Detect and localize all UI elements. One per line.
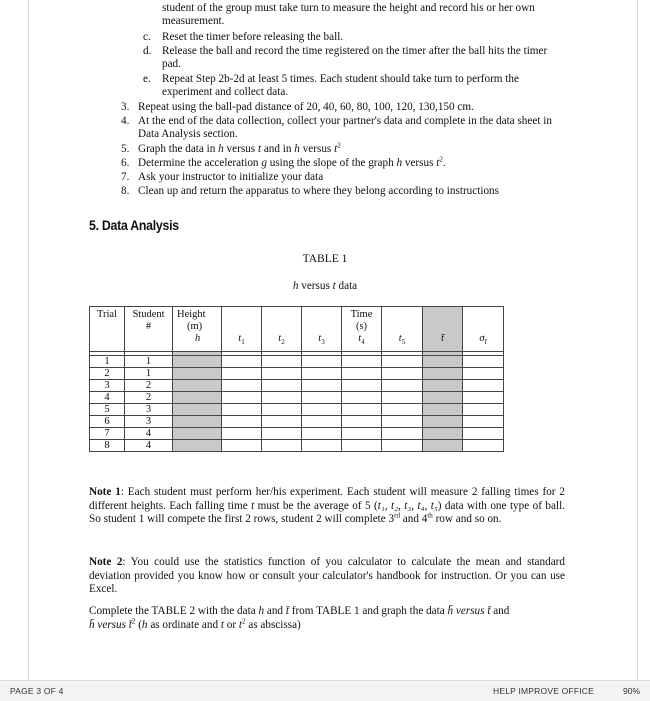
header-tbar: t̄ <box>423 307 463 352</box>
table-row: 7 4 <box>90 428 504 440</box>
procedure-continuation: student of the group must take turn to measure the height and record his or her own measurement. <box>162 2 535 27</box>
table-row: 8 4 <box>90 440 504 452</box>
header-student: Student # <box>125 307 173 352</box>
note-1: Note 1: Each student must perform her/his experiment. Each student will measure 2 falling times for 2 different heights. Each falling time t must be the average of 5 (t₁, t₂, t₃, t₄, t₅) data with one type of ball. So student 1 will compete the first 2 rows, student 2 will complete 3rd and 4th row and so on. <box>89 486 565 525</box>
header-t4-time: Time (s) $t_4$ <box>342 307 382 352</box>
header-t5: $t_5$ <box>382 307 423 352</box>
help-improve-office-link[interactable]: HELP IMPROVE OFFICE <box>493 686 594 696</box>
data-table <box>89 306 504 452</box>
section-title: 5. Data Analysis <box>89 217 179 233</box>
header-sigma: $\sigma_{t̄}$ <box>463 307 504 352</box>
table-row: 1 1 <box>90 356 504 368</box>
table-row: 5 3 <box>90 404 504 416</box>
table2-instructions: Complete the TABLE 2 with the data h and t̄ from TABLE 1 and graph the data h̄ versus t̄ and h̄ versus t̄$^2$ (h as ordinate and t or $t^2$ as abscissa) <box>89 605 510 631</box>
status-bar <box>0 680 650 701</box>
table-row: 3 2 <box>90 380 504 392</box>
header-t3: $t_3$ <box>302 307 342 352</box>
header-t1: $t_1$ <box>222 307 262 352</box>
table-row: 6 3 <box>90 416 504 428</box>
header-height: Height (m) h <box>173 307 222 352</box>
table-row: 4 2 <box>90 392 504 404</box>
table-subtitle: h versus t data <box>292 280 358 292</box>
header-t2: $t_2$ <box>262 307 302 352</box>
table-row: 2 1 <box>90 368 504 380</box>
header-trial: Trial <box>90 307 125 352</box>
page-right-edge <box>637 0 638 680</box>
page-left-edge <box>28 0 29 680</box>
note-2: Note 2: You could use the statistics function of you calculator to calculate the mean and standard deviation provided you know how or consult your calculator's handbook for instruction. Or you can use Excel. <box>89 556 565 595</box>
zoom-level[interactable]: 90% <box>622 686 640 696</box>
page-indicator[interactable]: PAGE 3 OF 4 <box>10 686 64 696</box>
table-title: TABLE 1 <box>302 253 348 265</box>
table-header-row <box>90 307 504 352</box>
